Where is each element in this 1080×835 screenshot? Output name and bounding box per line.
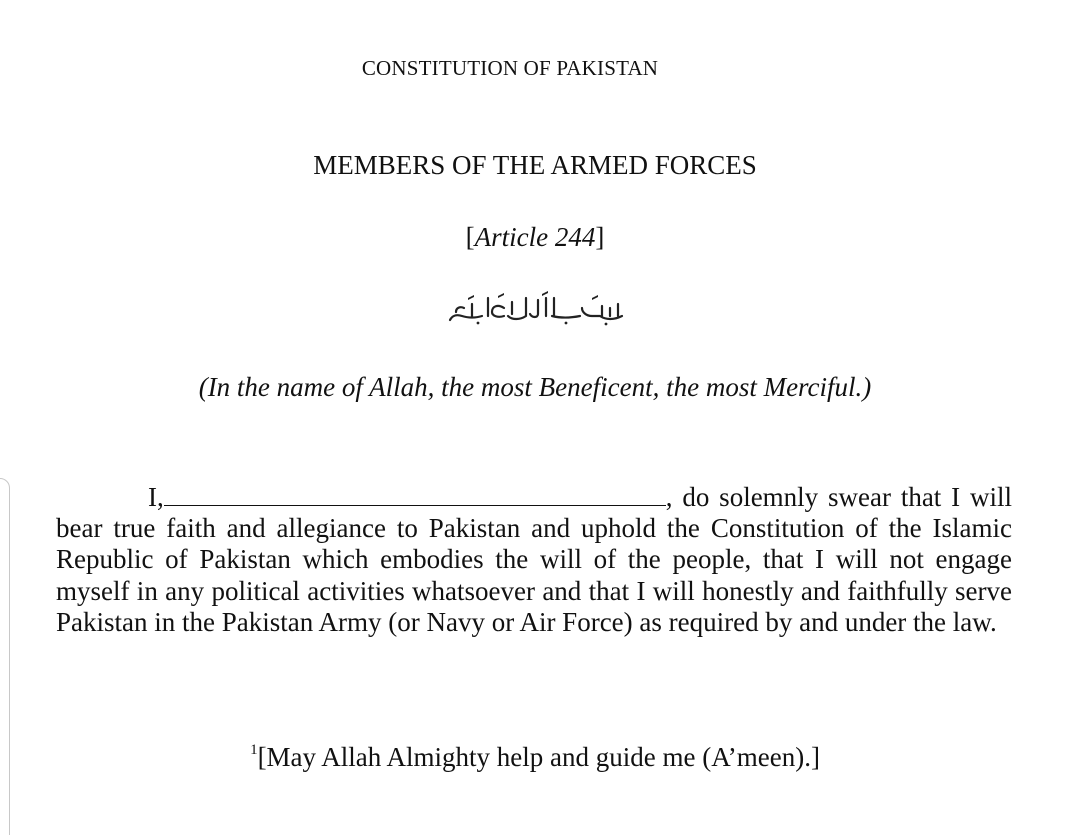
article-reference [0,222,1070,253]
page-edge [0,478,10,835]
article-open-bracket: [ [465,222,475,252]
basmala-calligraphy [0,286,1070,335]
basmala-image [442,286,628,330]
basmala-translation: (In the name of Allah, the most Beneficent, the most Merciful.) [198,372,872,402]
name-blank-line[interactable] [164,485,666,506]
footnote-marker: 1 [250,742,258,758]
closing-prayer [0,742,1070,773]
oath-text: , do solemnly swear that I will bear true faith and allegiance to Pakistan and uphold the Constitution of the Islamic Republic of Pakistan which embodies the will of the people, that I will not engage myself in any political activities whatsoever and that I will honestly and faithfully serve Pakistan in the Pakistan Army (or Navy or Air Force) as required by and under the law. [56,482,1012,637]
schedule-title: MEMBERS OF THE ARMED FORCES [313,150,757,180]
document-header: CONSTITUTION OF PAKISTAN [361,56,659,80]
oath-opening: I, [148,482,164,512]
oath-paragraph [56,482,1012,638]
closing-text: [May Allah Almighty help and guide me (A’meen).] [257,742,820,772]
article-close-bracket: ] [595,222,605,252]
article-number: Article 244 [474,222,596,252]
